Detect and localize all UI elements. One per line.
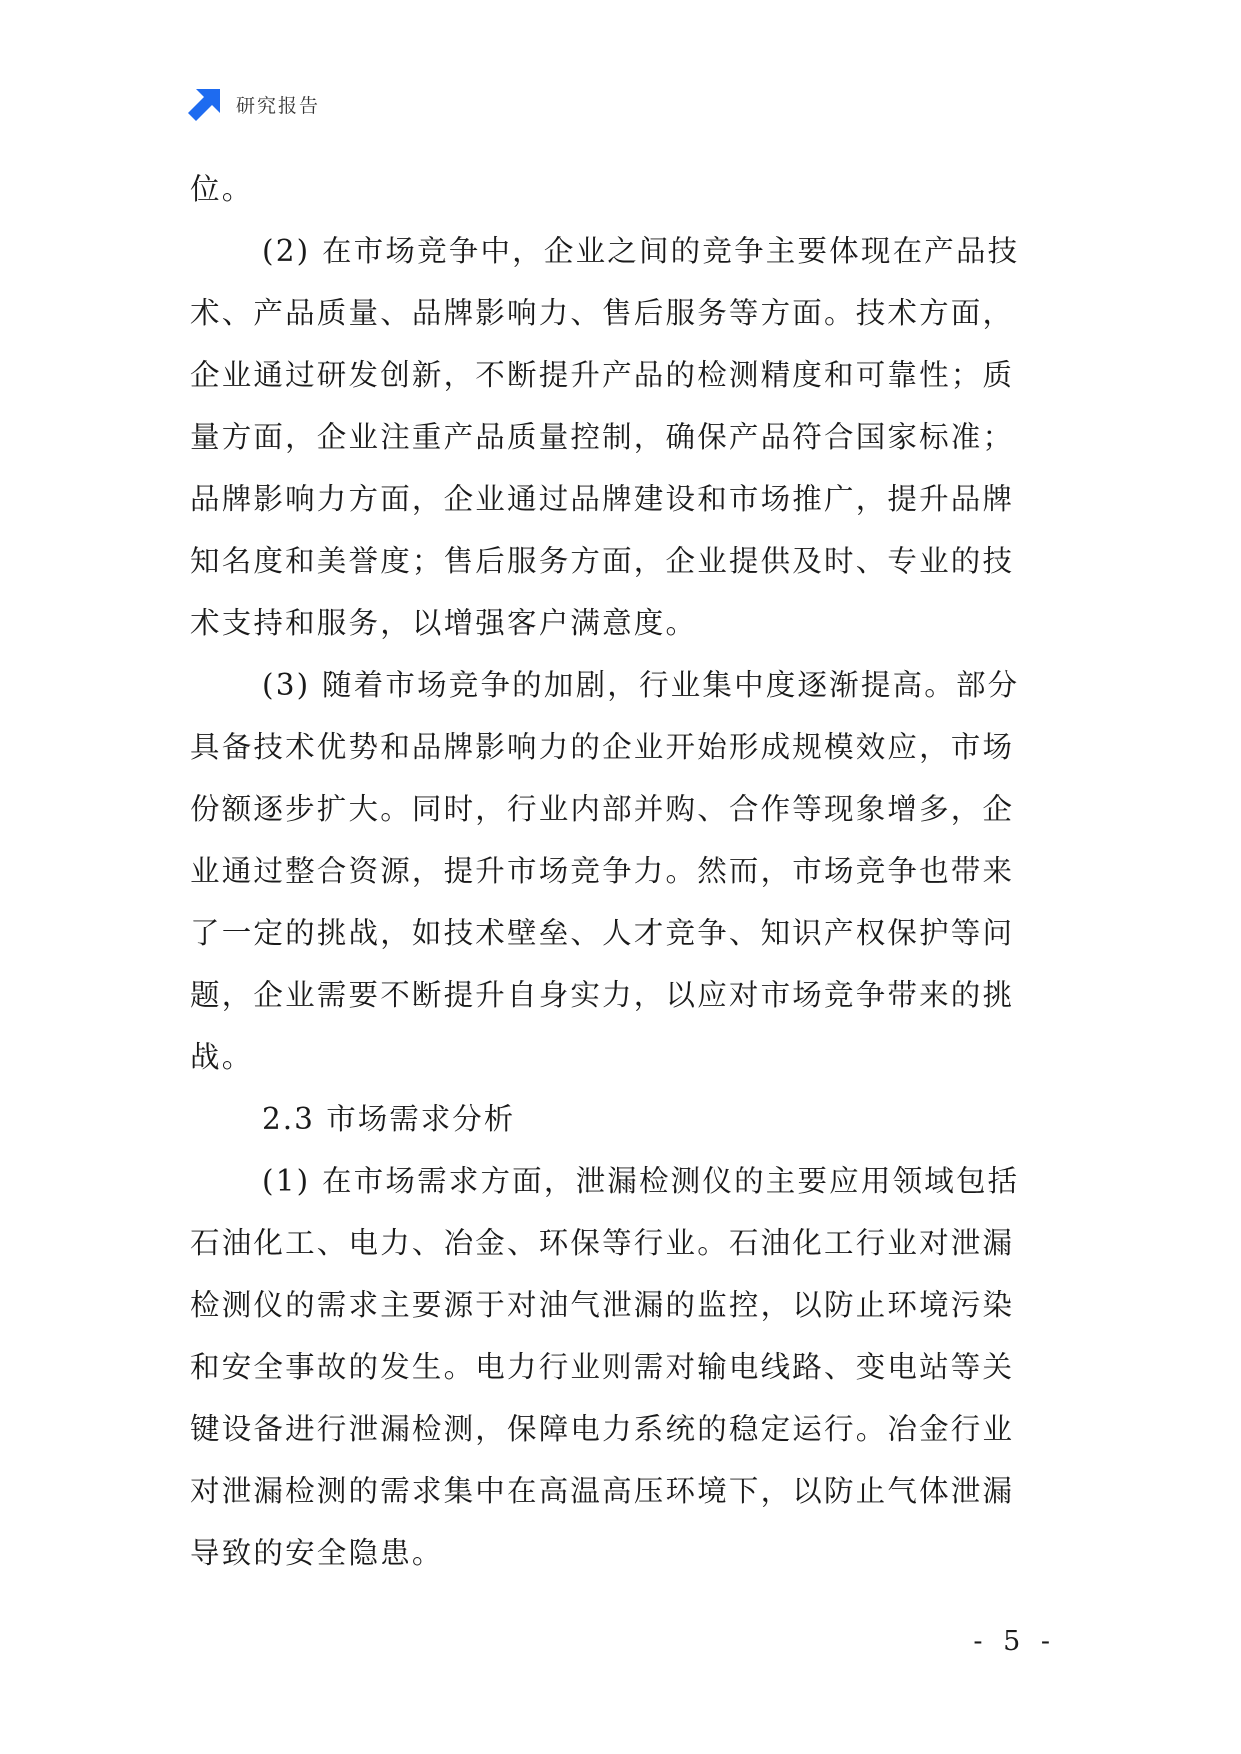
text-line: 品牌影响力方面，企业通过品牌建设和市场推广，提升品牌 (190, 482, 1015, 516)
text-line: 术、产品质量、品牌影响力、售后服务等方面。技术方面， (190, 296, 1015, 330)
document-body (190, 158, 1052, 1584)
arrow-up-right-icon (188, 87, 222, 121)
header-title: 研究报告 (236, 94, 321, 117)
text-line: 对泄漏检测的需求集中在高温高压环境下，以防止气体泄漏 (190, 1474, 1015, 1508)
text-line: 份额逐步扩大。同时，行业内部并购、合作等现象增多，企 (190, 792, 1015, 826)
text-line: 导致的安全隐患。 (190, 1536, 444, 1570)
text-line: 检测仪的需求主要源于对油气泄漏的监控，以防止环境污染 (190, 1288, 1015, 1322)
text-line: 业通过整合资源，提升市场竞争力。然而，市场竞争也带来 (190, 854, 1015, 888)
paragraph-competition-aspects (190, 220, 1052, 654)
text-line: 位。 (190, 172, 254, 206)
report-header (188, 86, 320, 122)
text-line: 题，企业需要不断提升自身实力，以应对市场竞争带来的挑 (190, 978, 1015, 1012)
paragraph-market-demand (190, 1150, 1052, 1584)
section-heading: 2.3 市场需求分析 (262, 1102, 516, 1136)
text-line: 具备技术优势和品牌影响力的企业开始形成规模效应，市场 (190, 730, 1015, 764)
text-line: 战。 (190, 1040, 254, 1074)
text-line: 和安全事故的发生。电力行业则需对输电线路、变电站等关 (190, 1350, 1015, 1384)
text-line: 术支持和服务，以增强客户满意度。 (190, 606, 698, 640)
text-line: 了一定的挑战，如技术壁垒、人才竞争、知识产权保护等问 (190, 916, 1015, 950)
text-line: (3) 随着市场竞争的加剧，行业集中度逐渐提高。部分 (262, 668, 1020, 702)
text-line: 量方面，企业注重产品质量控制，确保产品符合国家标准； (190, 420, 1015, 454)
paragraph-industry-concentration (190, 654, 1052, 1088)
text-line: (2) 在市场竞争中，企业之间的竞争主要体现在产品技 (262, 234, 1020, 268)
paragraph-continuation (190, 158, 1052, 220)
text-line: (1) 在市场需求方面，泄漏检测仪的主要应用领域包括 (262, 1164, 1020, 1198)
page-number: - 5 - (973, 1626, 1056, 1657)
text-line: 企业通过研发创新，不断提升产品的检测精度和可靠性；质 (190, 358, 1015, 392)
text-line: 知名度和美誉度；售后服务方面，企业提供及时、专业的技 (190, 544, 1015, 578)
text-line: 键设备进行泄漏检测，保障电力系统的稳定运行。冶金行业 (190, 1412, 1015, 1446)
text-line: 石油化工、电力、冶金、环保等行业。石油化工行业对泄漏 (190, 1226, 1015, 1260)
